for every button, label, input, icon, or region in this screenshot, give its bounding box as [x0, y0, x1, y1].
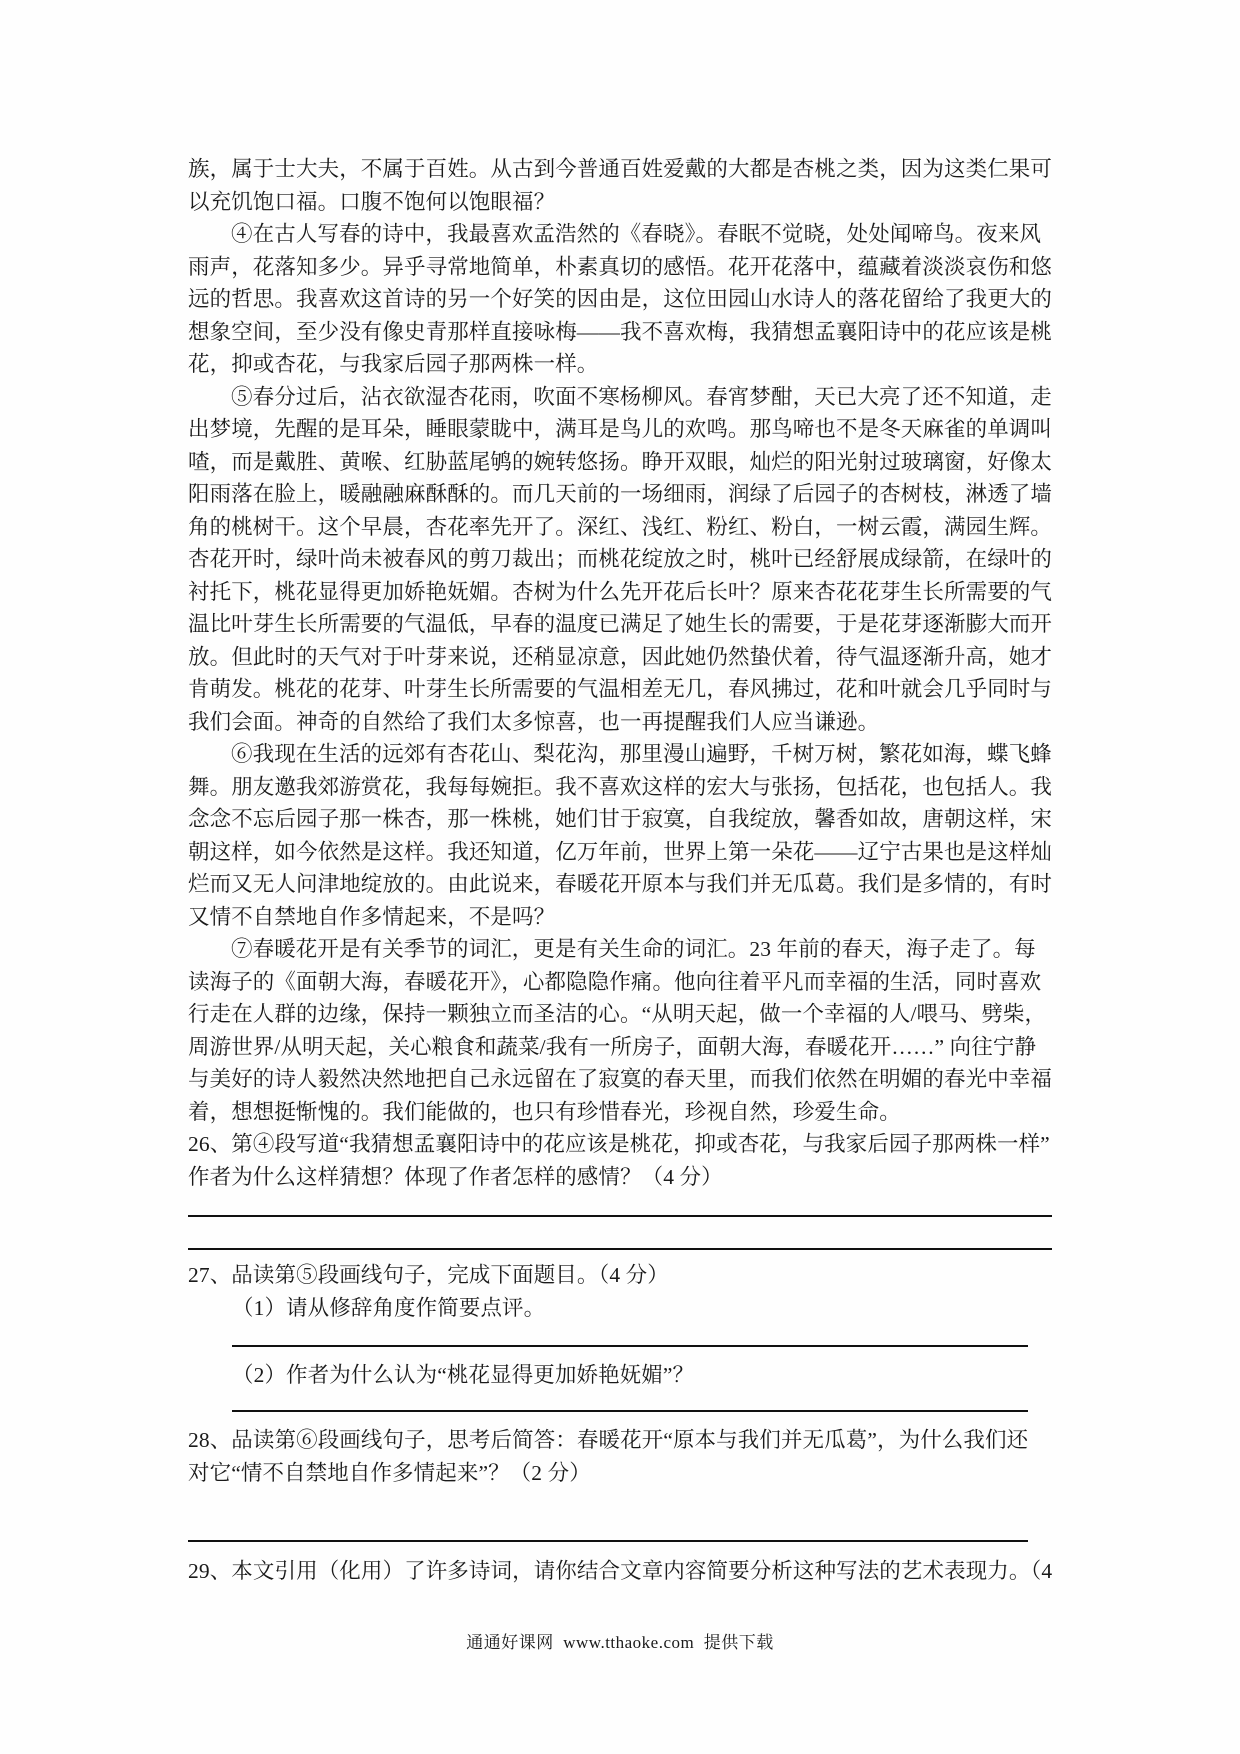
- passage-line: 周游世界/从明天起，关心粮食和蔬菜/我有一所房子，面朝大海，春暖花开……” 向往宁静: [188, 1035, 1037, 1059]
- passage-line: 又情不自禁地自作多情起来，不是吗？: [188, 905, 556, 929]
- passage-line: 出梦境，先醒的是耳朵，睡眼蒙眬中，满耳是鸟儿的欢鸣。那鸟啼也不是冬天麻雀的单调叫: [188, 417, 1053, 441]
- answer-blank-line: [188, 1215, 1052, 1217]
- passage-line: 烂而又无人问津地绽放的。由此说来，春暖花开原本与我们并无瓜葛。我们是多情的，有时: [188, 872, 1053, 896]
- passage-line: 以充饥饱口福。口腹不饱何以饱眼福？: [188, 190, 556, 214]
- passage-line: 肯萌发。桃花的花芽、叶芽生长所需要的气温相差无几，春风拂过，花和叶就会几乎同时与: [188, 677, 1053, 701]
- question-line: 27、品读第⑤段画线句子，完成下面题目。（4 分）: [188, 1263, 669, 1287]
- passage-line: 想象空间，至少没有像史青那样直接咏梅——我不喜欢梅，我猜想孟襄阳诗中的花应该是桃: [188, 320, 1053, 344]
- answer-blank-line: [188, 1540, 1028, 1542]
- question-line: 29、本文引用（化用）了许多诗词，请你结合文章内容简要分析这种写法的艺术表现力。（4: [188, 1559, 1053, 1583]
- answer-blank-line: [232, 1345, 1028, 1347]
- passage-line: 念念不忘后园子那一株杏，那一株桃，她们甘于寂寞，自我绽放，馨香如故，唐朝这样，宋: [188, 807, 1053, 831]
- passage-line: 角的桃树干。这个早晨，杏花率先开了。深红、浅红、粉红、粉白，一树云霞，满园生辉。: [188, 515, 1053, 539]
- passage-line: 族，属于士大夫，不属于百姓。从古到今普通百姓爱戴的大都是杏桃之类，因为这类仁果可: [188, 157, 1053, 181]
- passage-line: 放。但此时的天气对于叶芽来说，还稍显凉意，因此她仍然蛰伏着，待气温逐渐升高，她才: [188, 645, 1053, 669]
- question-line: 作者为什么这样猜想？体现了作者怎样的感情？（4 分）: [188, 1165, 723, 1189]
- passage-line: 我们会面。神奇的自然给了我们太多惊喜，也一再提醒我们人应当谦逊。: [188, 710, 880, 734]
- passage-line: ⑥我现在生活的远郊有杏花山、梨花沟，那里漫山遍野，千树万树，繁花如海，蝶飞蜂: [231, 742, 1052, 766]
- passage-line: 读海子的《面朝大海，春暖花开》，心都隐隐作痛。他向往着平凡而幸福的生活，同时喜欢: [188, 970, 1042, 994]
- answer-blank-line: [232, 1410, 1028, 1412]
- answer-blank-line: [188, 1248, 1052, 1250]
- passage-line: 喳，而是戴胜、黄喉、红胁蓝尾鸲的婉转悠扬。睁开双眼，灿烂的阳光射过玻璃窗，好像太: [188, 450, 1053, 474]
- question-line: 26、第④段写道“我猜想孟襄阳诗中的花应该是桃花，抑或杏花，与我家后园子那两株一样”: [188, 1132, 1050, 1156]
- passage-line: ⑤春分过后，沾衣欲湿杏花雨，吹面不寒杨柳风。春宵梦酣，天已大亮了还不知道，走: [231, 385, 1052, 409]
- passage-line: 衬托下，桃花显得更加娇艳妩媚。杏树为什么先开花后长叶？原来杏花花芽生长所需要的气: [188, 580, 1053, 604]
- passage-line: 与美好的诗人毅然决然地把自己永远留在了寂寞的春天里，而我们依然在明媚的春光中幸福: [188, 1067, 1053, 1091]
- passage-line: 舞。朋友邀我郊游赏花，我每每婉拒。我不喜欢这样的宏大与张扬，包括花，也包括人。我: [188, 775, 1053, 799]
- passage-line: ⑦春暖花开是有关季节的词汇，更是有关生命的词汇。23 年前的春天，海子走了。每: [231, 937, 1036, 961]
- footer-text: 通通好课网 www.tthaoke.com 提供下载: [466, 1633, 774, 1652]
- passage-line: 远的哲思。我喜欢这首诗的另一个好笑的因由是，这位田园山水诗人的落花留给了我更大的: [188, 287, 1053, 311]
- passage-line: 杏花开时，绿叶尚未被春风的剪刀裁出；而桃花绽放之时，桃叶已经舒展成绿箭，在绿叶的: [188, 547, 1053, 571]
- passage-line: 花，抑或杏花，与我家后园子那两株一样。: [188, 352, 599, 376]
- passage-line: 着，想想挺惭愧的。我们能做的，也只有珍惜春光，珍视自然，珍爱生命。: [188, 1100, 901, 1124]
- passage-line: 行走在人群的边缘，保持一颗独立而圣洁的心。“从明天起，做一个幸福的人/喂马、劈柴，: [188, 1002, 1047, 1026]
- sub-question-line: （2）作者为什么认为“桃花显得更加娇艳妩媚”？: [232, 1363, 695, 1387]
- passage-line: 雨声，花落知多少。异乎寻常地简单，朴素真切的感悟。花开花落中，蕴藏着淡淡哀伤和悠: [188, 255, 1053, 279]
- question-line: 对它“情不自禁地自作多情起来”？（2 分）: [188, 1461, 591, 1485]
- passage-line: 温比叶芽生长所需要的气温低，早春的温度已满足了她生长的需要，于是花芽逐渐膨大而开: [188, 612, 1053, 636]
- sub-question-line: （1）请从修辞角度作简要点评。: [232, 1296, 546, 1320]
- passage-line: 阳雨落在脸上，暖融融麻酥酥的。而几天前的一场细雨，润绿了后园子的杏树枝，淋透了墙: [188, 482, 1053, 506]
- passage-line: 朝这样，如今依然是这样。我还知道，亿万年前，世界上第一朵花——辽宁古果也是这样灿: [188, 840, 1053, 864]
- passage-line: ④在古人写春的诗中，我最喜欢孟浩然的《春晓》。春眠不觉晓，处处闻啼鸟。夜来风: [231, 222, 1042, 246]
- question-line: 28、品读第⑥段画线句子，思考后简答：春暖花开“原本与我们并无瓜葛”，为什么我们还: [188, 1428, 1029, 1452]
